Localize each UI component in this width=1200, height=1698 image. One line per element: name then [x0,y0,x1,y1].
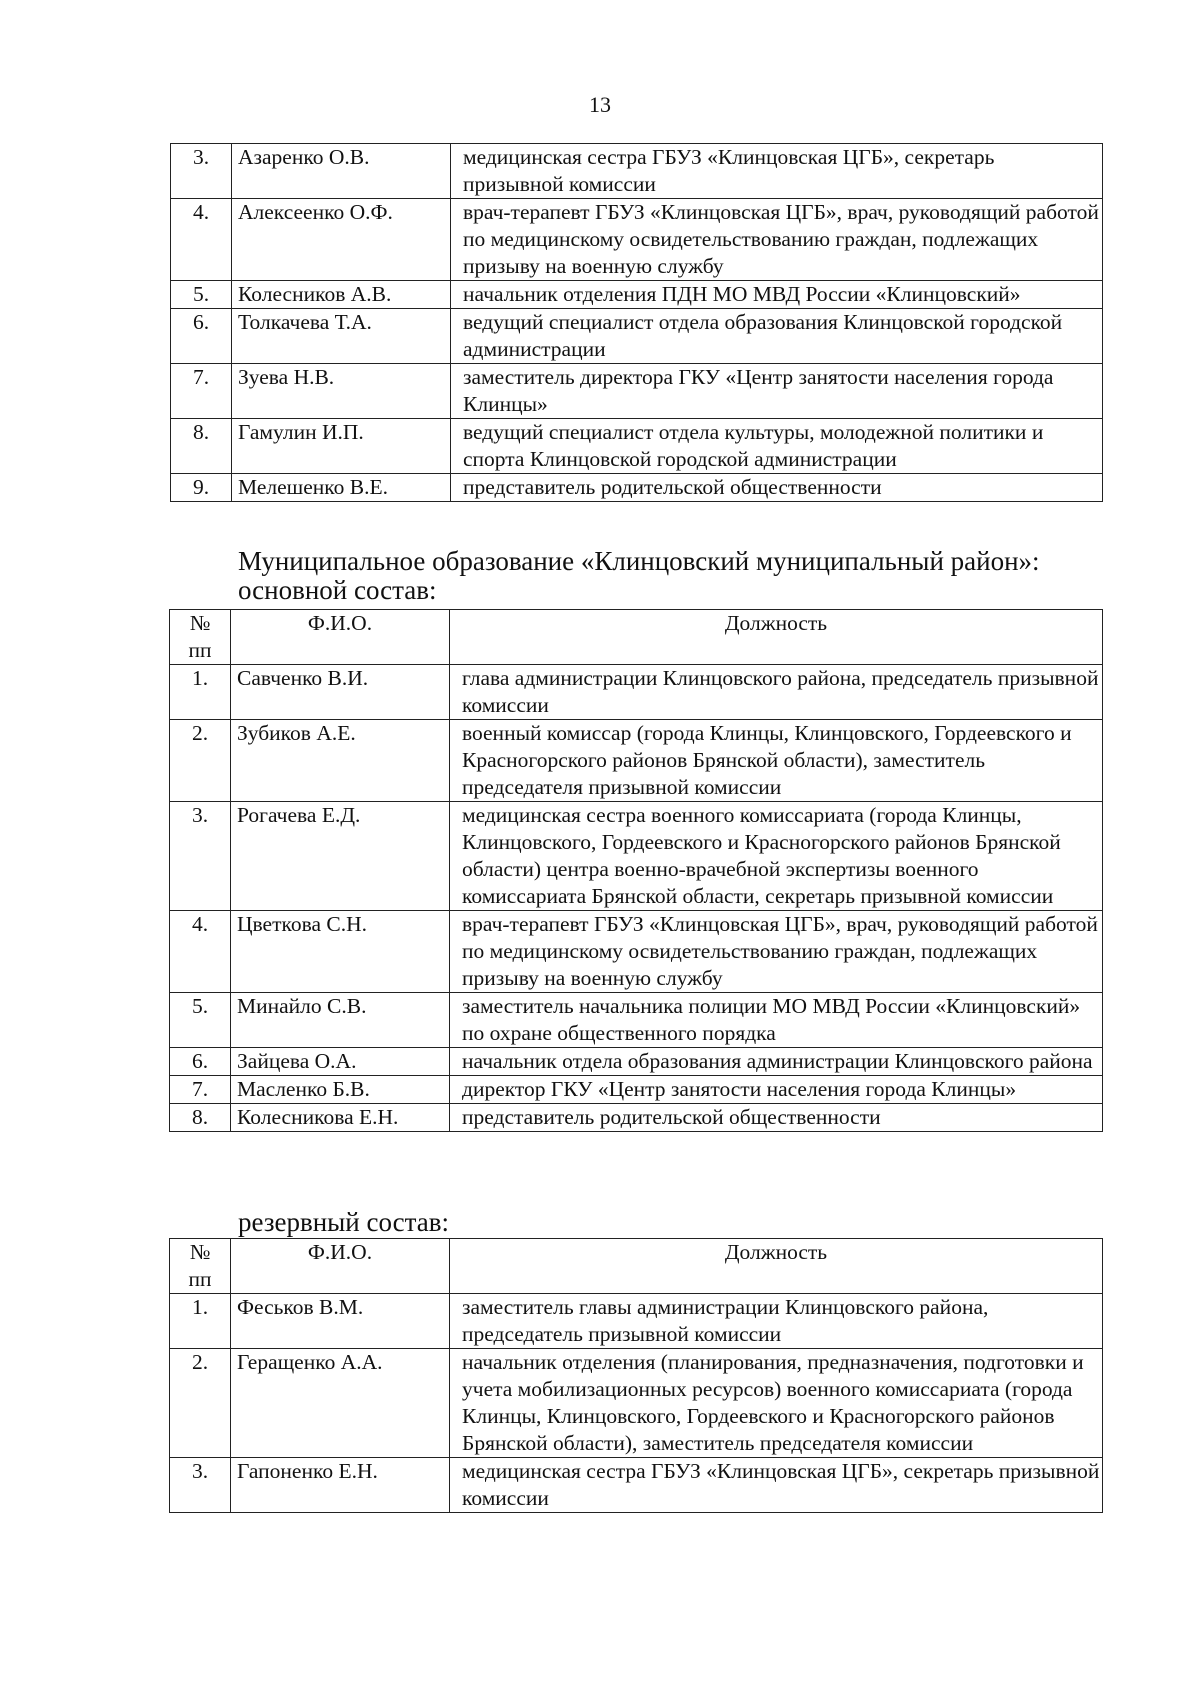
table-row [171,419,1103,474]
member-name: Гамулин И.П. [232,419,451,474]
member-name: Зайцева О.А. [231,1048,450,1076]
table-row [170,911,1103,993]
row-number: 7. [170,1076,231,1104]
row-number: 3. [170,802,231,911]
member-position: директор ГКУ «Центр занятости населения города Клинцы» [450,1076,1103,1104]
member-name: Масленко Б.В. [231,1076,450,1104]
member-position: начальник отделения ПДН МО МВД России «Клинцовский» [451,281,1103,309]
member-position: медицинская сестра ГБУЗ «Клинцовская ЦГБ», секретарь призывной комиссии [451,144,1103,199]
member-position: ведущий специалист отдела образования Клинцовской городской администрации [451,309,1103,364]
member-position: военный комиссар (города Клинцы, Клинцовского, Гордеевского и Красногорского районов Брянской области), заместитель председателя призывной комиссии [450,720,1103,802]
table-row [171,364,1103,419]
member-name: Толкачева Т.А. [232,309,451,364]
table-row [170,1076,1103,1104]
member-name: Зуева Н.В. [232,364,451,419]
row-number: 2. [170,720,231,802]
row-number: 3. [171,144,232,199]
member-name: Савченко В.И. [231,665,450,720]
column-header-number: № пп [170,610,231,665]
member-position: заместитель начальника полиции МО МВД России «Клинцовский» по охране общественного порядка [450,993,1103,1048]
member-name: Цветкова С.Н. [231,911,450,993]
table-row [170,993,1103,1048]
row-number: 5. [170,993,231,1048]
commission-table-reserve [169,1238,1103,1513]
member-position: медицинская сестра ГБУЗ «Клинцовская ЦГБ», секретарь призывной комиссии [450,1458,1103,1513]
column-header-position: Должность [450,1239,1103,1294]
row-number: 6. [171,309,232,364]
row-number: 3. [170,1458,231,1513]
member-position: начальник отделения (планирования, предназначения, подготовки и учета мобилизационных ресурсов) военного комиссариата (города Клинцы, Клинцовского, Гордеевского и Красногорского районов Брянской области), заместитель председателя комиссии [450,1349,1103,1458]
member-name: Колесников А.В. [232,281,451,309]
column-header-name: Ф.И.О. [231,1239,450,1294]
member-name: Зубиков А.Е. [231,720,450,802]
member-position: начальник отдела образования администрации Клинцовского района [450,1048,1103,1076]
table-row [170,802,1103,911]
member-position: заместитель главы администрации Клинцовского района, председатель призывной комиссии [450,1294,1103,1349]
table-row [170,1048,1103,1076]
member-position: заместитель директора ГКУ «Центр занятости населения города Клинцы» [451,364,1103,419]
table-row [170,1294,1103,1349]
column-header-number: № пп [170,1239,231,1294]
row-number: 1. [170,1294,231,1349]
column-header-name: Ф.И.О. [231,610,450,665]
table-row [170,665,1103,720]
row-number: 8. [171,419,232,474]
table-row [171,199,1103,281]
table-row [171,474,1103,502]
row-number: 2. [170,1349,231,1458]
table-row [171,281,1103,309]
row-number: 1. [170,665,231,720]
row-number: 5. [171,281,232,309]
section-heading-main [238,547,1040,605]
table-row [170,1104,1103,1132]
member-name: Рогачева Е.Д. [231,802,450,911]
member-name: Минайло С.В. [231,993,450,1048]
table-row [171,309,1103,364]
member-position: ведущий специалист отдела культуры, молодежной политики и спорта Клинцовской городской администрации [451,419,1103,474]
member-position: представитель родительской общественности [451,474,1103,502]
member-position: глава администрации Клинцовского района, председатель призывной комиссии [450,665,1103,720]
member-name: Мелешенко В.Е. [232,474,451,502]
member-name: Алексеенко О.Ф. [232,199,451,281]
row-number: 8. [170,1104,231,1132]
table-header-row [170,1239,1103,1294]
member-name: Азаренко О.В. [232,144,451,199]
commission-table-main [169,609,1103,1132]
member-name: Геращенко А.А. [231,1349,450,1458]
table-row [170,1458,1103,1513]
table-header-row [170,610,1103,665]
row-number: 4. [171,199,232,281]
member-position: врач-терапевт ГБУЗ «Клинцовская ЦГБ», врач, руководящий работой по медицинскому освидетельствованию граждан, подлежащих призыву на военную службу [450,911,1103,993]
section-heading-reserve: резервный состав: [238,1207,450,1237]
commission-table-city [170,143,1103,502]
member-position: представитель родительской общественности [450,1104,1103,1132]
member-name: Гапоненко Е.Н. [231,1458,450,1513]
member-position: врач-терапевт ГБУЗ «Клинцовская ЦГБ», врач, руководящий работой по медицинскому освидетельствованию граждан, подлежащих призыву на военную службу [451,199,1103,281]
member-position: медицинская сестра военного комиссариата (города Клинцы, Клинцовского, Гордеевского и Красногорского районов Брянской области) центра военно-врачебной экспертизы военного комиссариата Брянской области, секретарь призывной комиссии [450,802,1103,911]
heading-municipality: Муниципальное образование «Клинцовский муниципальный район»: [238,546,1040,576]
row-number: 6. [170,1048,231,1076]
table-row [171,144,1103,199]
row-number: 4. [170,911,231,993]
page-number: 13 [589,92,611,117]
table-row [170,1349,1103,1458]
table-row [170,720,1103,802]
row-number: 9. [171,474,232,502]
member-name: Феськов В.М. [231,1294,450,1349]
heading-main-composition: основной состав: [238,575,437,605]
member-name: Колесникова Е.Н. [231,1104,450,1132]
row-number: 7. [171,364,232,419]
column-header-position: Должность [450,610,1103,665]
